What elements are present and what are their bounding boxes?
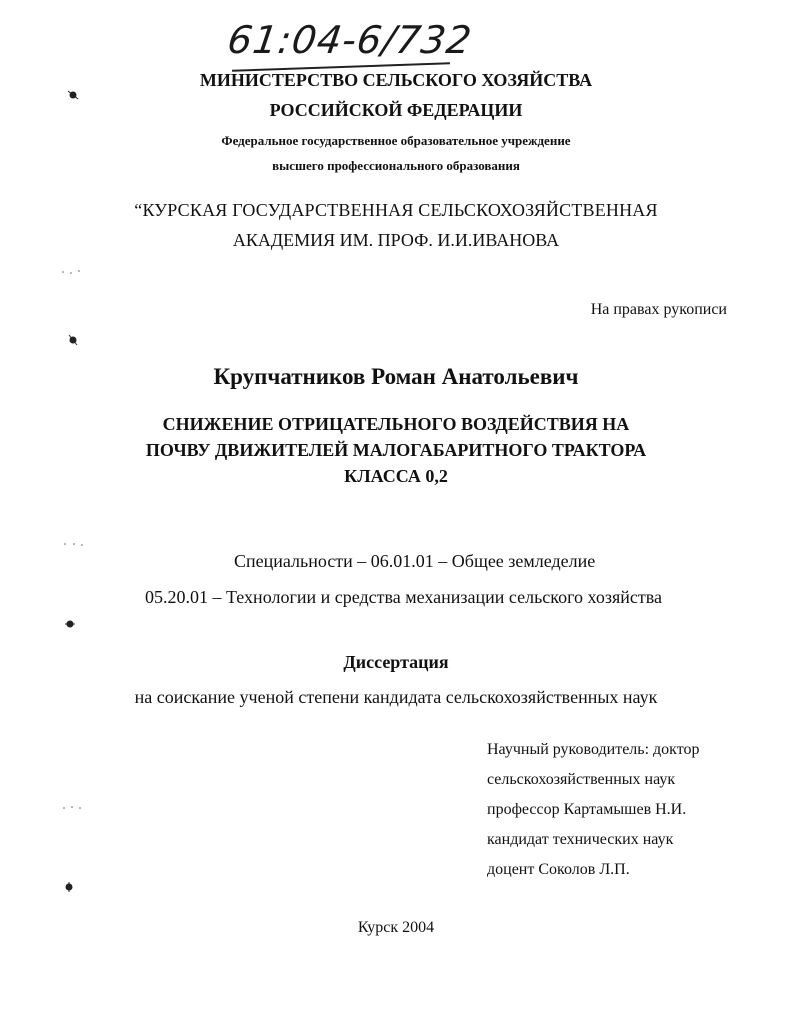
advisor-line-5: доцент Соколов Л.П.: [487, 861, 630, 878]
institution-line-1: Федеральное государственное образовательное учреждение: [221, 133, 571, 148]
scan-dots-2: [62, 540, 86, 548]
rights-note: На правах рукописи: [590, 301, 727, 318]
document-type: Диссертация: [343, 652, 449, 672]
scan-dots-3: [60, 804, 84, 812]
advisor-line-2: сельскохозяйственных наук: [487, 771, 676, 788]
academy-line-2: АКАДЕМИЯ ИМ. ПРОФ. И.И.ИВАНОВА: [232, 230, 560, 250]
academy-line-1: “КУРСКАЯ ГОСУДАРСТВЕННАЯ СЕЛЬСКОХОЗЯЙСТВЕННАЯ: [134, 200, 658, 220]
specialty-line-1: Специальности – 06.01.01 – Общее земледелие: [234, 551, 596, 571]
scan-mark-3: [63, 617, 77, 631]
scan-dots-1: [60, 268, 84, 276]
ministry-line-2: РОССИЙСКОЙ ФЕДЕРАЦИИ: [269, 100, 523, 120]
advisor-line-1: Научный руководитель: доктор: [487, 741, 700, 758]
handwritten-archive-code: 61:04-6/732: [224, 18, 475, 62]
ministry-line-1: МИНИСТЕРСТВО СЕЛЬСКОГО ХОЗЯЙСТВА: [199, 70, 593, 90]
degree-line: на соискание ученой степени кандидата сельскохозяйственных наук: [134, 687, 658, 707]
advisor-line-4: кандидат технических наук: [487, 831, 674, 848]
thesis-title-line-3: КЛАССА 0,2: [344, 466, 448, 486]
scan-mark-2: [66, 333, 80, 347]
scan-mark-1: [66, 88, 80, 102]
city-year: Курск 2004: [357, 919, 435, 936]
thesis-title-line-2: ПОЧВУ ДВИЖИТЕЛЕЙ МАЛОГАБАРИТНОГО ТРАКТОРА: [145, 440, 647, 460]
advisor-line-3: профессор Картамышев Н.И.: [487, 801, 687, 818]
scan-mark-4: [62, 880, 76, 894]
thesis-title-line-1: СНИЖЕНИЕ ОТРИЦАТЕЛЬНОГО ВОЗДЕЙСТВИЯ НА: [162, 414, 630, 434]
author-name: Крупчатников Роман Анатольевич: [213, 364, 579, 389]
institution-line-2: высшего профессионального образования: [272, 158, 520, 173]
specialty-line-2: 05.20.01 – Технологии и средства механизации сельского хозяйства: [145, 587, 662, 607]
